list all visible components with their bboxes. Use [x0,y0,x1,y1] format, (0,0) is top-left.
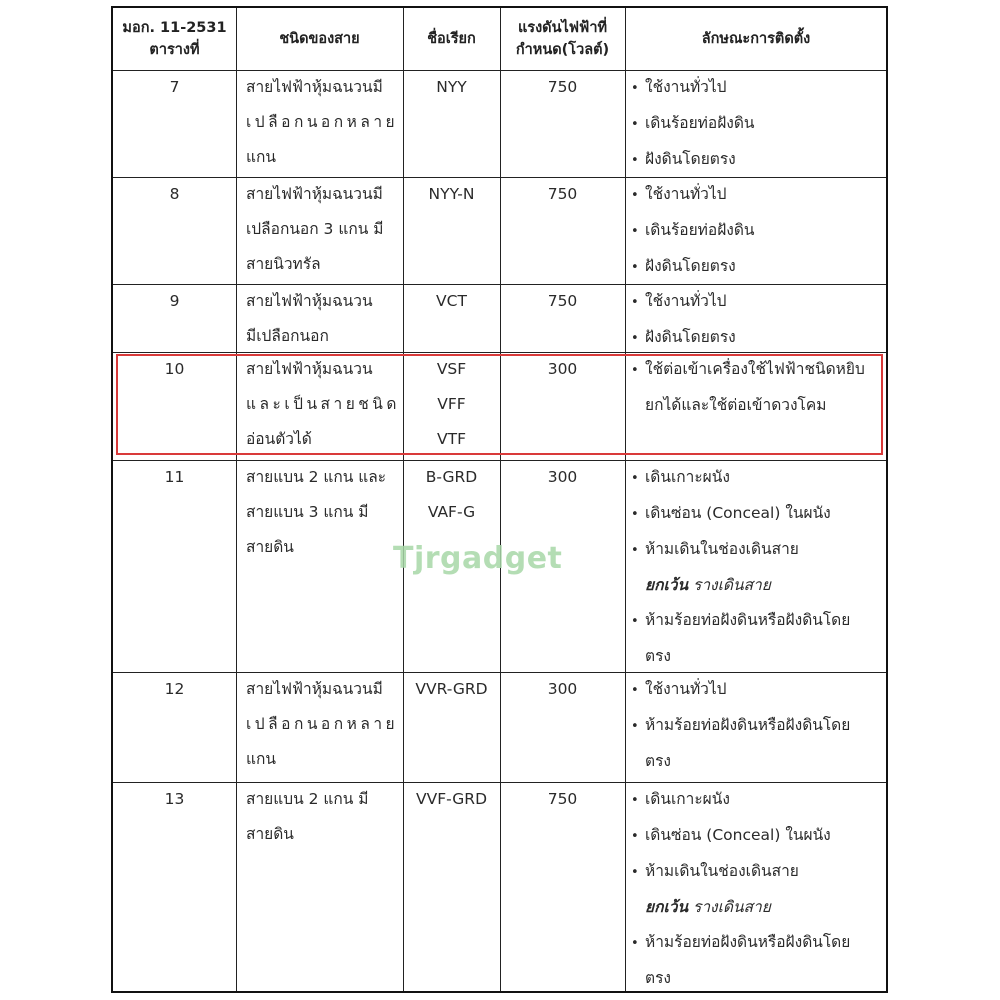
installation-text: ใช้ต่อเข้าเครื่องใช้ไฟฟ้าชนิดหยิบ [645,360,865,378]
header-installation [625,8,887,70]
rated-voltage: 750 [547,790,578,808]
installation-list [625,352,887,423]
cable-type-line: มีเปลือกนอก [246,327,329,345]
bullet-icon: • [631,793,639,808]
cable-name: VTF [437,430,466,448]
bullet-icon: • [631,471,639,486]
installation-list [625,284,887,356]
header-voltage [500,8,625,70]
installation-text: ห้ามเดินในช่องเดินสาย [645,540,799,558]
exception-text: รางเดินสาย [688,898,771,916]
cable-name: B-GRD [425,468,478,486]
cable-type [236,70,403,175]
cable-type-line: แกน [246,750,276,768]
installation-text: ฝังดินโดยตรง [645,150,736,168]
cable-type-line: และเป็นสายชนิด [246,395,400,413]
bullet-icon: • [631,543,639,558]
cable-names [403,782,500,817]
installation-item [631,708,887,744]
installation-list [625,460,887,674]
header-standard [113,8,236,70]
bullet-icon: • [631,153,639,168]
bullet-icon: • [631,683,639,698]
cable-names [403,352,500,457]
installation-item [631,854,887,890]
installation-list [625,177,887,285]
table-number: 11 [164,468,185,486]
exception-keyword: ยกเว้น [645,898,689,916]
cable-type-line: เปลือกนอกหลาย [246,715,399,733]
cable-names [403,177,500,212]
bullet-icon: • [631,295,639,310]
installation-text: เดินร้อยท่อฝังดิน [645,221,755,239]
installation-item [631,603,887,639]
cable-name: VVR-GRD [415,680,488,698]
bullet-icon: • [631,719,639,734]
cable-name: VVF-GRD [416,790,487,808]
header-voltage-line2: กำหนด(โวลต์) [515,42,610,58]
cable-type [236,460,403,565]
bullet-icon: • [631,936,639,951]
installation-item [631,532,887,568]
watermark: Tjrgadget [393,541,563,576]
header-name-label: ชื่อเรียก [427,31,476,47]
installation-item [631,249,887,285]
header-standard-line2: ตารางที่ [149,42,200,58]
bullet-icon: • [631,614,639,629]
installation-continuation: ยกได้และใช้ต่อเข้าดวงโคม [645,396,827,414]
installation-list [625,672,887,779]
bullet-icon: • [631,507,639,522]
cable-type-line: สายดิน [246,825,294,843]
table-number: 10 [164,360,185,378]
cable-name: NYY [436,78,467,96]
cable-name: NYY-N [428,185,475,203]
installation-text: ห้ามเดินในช่องเดินสาย [645,862,799,880]
table-number: 9 [169,292,180,310]
bullet-icon: • [631,224,639,239]
table-number: 12 [164,680,185,698]
installation-item [631,496,887,532]
installation-text: เดินซ่อน (Conceal) ในผนัง [645,826,831,844]
installation-item [631,106,887,142]
cable-type-line: สายไฟฟ้าหุ้มฉนวนมี [246,78,383,96]
installation-text: ฝังดินโดยตรง [645,257,736,275]
table-row [113,177,886,284]
installation-text: ใช้งานทั่วไป [645,185,727,203]
installation-exception [631,568,887,603]
cable-type-line: เปลือกนอก 3 แกน มี [246,220,384,238]
header-voltage-line1: แรงดันไฟฟ้าที่ [517,20,608,36]
header-cable-type [236,8,403,70]
cable-type-line: สายดิน [246,538,294,556]
bullet-icon: • [631,865,639,880]
rated-voltage: 750 [547,185,578,203]
bullet-icon: • [631,260,639,275]
exception-text: รางเดินสาย [688,576,771,594]
bullet-icon: • [631,331,639,346]
cable-type [236,284,403,354]
cable-name: VFF [437,395,466,413]
cable-type-line: สายไฟฟ้าหุ้มฉนวนมี [246,185,383,203]
installation-text: เดินเกาะผนัง [645,790,730,808]
installation-item [631,320,887,356]
cable-type-line: อ่อนตัวได้ [246,430,312,448]
exception-keyword: ยกเว้น [645,576,689,594]
installation-text: ใช้งานทั่วไป [645,78,727,96]
table-row [113,284,886,352]
cable-type [236,782,403,852]
installation-continuation: ตรง [645,752,671,770]
rated-voltage: 300 [547,468,578,486]
cable-type [236,672,403,777]
cable-name: VCT [436,292,467,310]
cable-spec-table [111,6,888,993]
cable-name: VAF-G [427,503,476,521]
bullet-icon: • [631,188,639,203]
bullet-icon: • [631,81,639,96]
table-row [113,352,886,460]
table-row [113,70,886,177]
installation-list [625,782,887,996]
bullet-icon: • [631,829,639,844]
installation-item [631,142,887,178]
installation-item [631,925,887,961]
rated-voltage: 750 [547,292,578,310]
installation-continuation: ตรง [645,969,671,987]
installation-text: เดินซ่อน (Conceal) ในผนัง [645,504,831,522]
cable-type-line: แกน [246,148,276,166]
installation-text: ห้ามร้อยท่อฝังดินหรือฝังดินโดย [645,611,851,629]
installation-text: เดินร้อยท่อฝังดิน [645,114,755,132]
installation-text: ใช้งานทั่วไป [645,292,727,310]
header-name [403,8,500,70]
installation-item [631,177,887,213]
cable-type-line: สายไฟฟ้าหุ้มฉนวน [246,292,373,310]
cable-name: VSF [436,360,467,378]
installation-item [631,460,887,496]
installation-list [625,70,887,178]
cable-type-line: เปลือกนอกหลาย [246,113,399,131]
cable-names [403,70,500,105]
installation-item [631,672,887,708]
installation-continuation: ตรง [645,647,671,665]
table-number: 13 [164,790,185,808]
installation-item [631,284,887,320]
rated-voltage: 300 [547,680,578,698]
installation-item [631,818,887,854]
bullet-icon: • [631,117,639,132]
cable-type [236,352,403,457]
header-standard-line1: มอก. 11-2531 [122,20,227,36]
installation-item [631,782,887,818]
installation-item [631,70,887,106]
cable-type-line: สายแบน 3 แกน มี [246,503,369,521]
cable-type-line: สายไฟฟ้าหุ้มฉนวนมี [246,680,383,698]
installation-text: ห้ามร้อยท่อฝังดินหรือฝังดินโดย [645,716,851,734]
cable-names [403,672,500,707]
cable-type-line: สายแบน 2 แกน มี [246,790,369,808]
installation-text: ห้ามร้อยท่อฝังดินหรือฝังดินโดย [645,933,851,951]
installation-text: เดินเกาะผนัง [645,468,730,486]
rated-voltage: 300 [547,360,578,378]
table-row [113,782,886,991]
table-number: 7 [169,78,180,96]
installation-item [631,213,887,249]
table-number: 8 [169,185,180,203]
installation-item [631,352,887,388]
table-row [113,672,886,782]
cable-type-line: สายนิวทรัล [246,255,321,273]
cable-type-line: สายแบน 2 แกน และ [246,468,387,486]
cable-names [403,460,500,530]
cable-type [236,177,403,282]
installation-text: ใช้งานทั่วไป [645,680,727,698]
rated-voltage: 750 [547,78,578,96]
cable-names [403,284,500,319]
installation-exception [631,890,887,925]
installation-text: ฝังดินโดยตรง [645,328,736,346]
header-cable-type-label: ชนิดของสาย [279,31,360,47]
bullet-icon: • [631,363,639,378]
header-installation-label: ลักษณะการติดตั้ง [701,31,811,47]
cable-type-line: สายไฟฟ้าหุ้มฉนวน [246,360,373,378]
